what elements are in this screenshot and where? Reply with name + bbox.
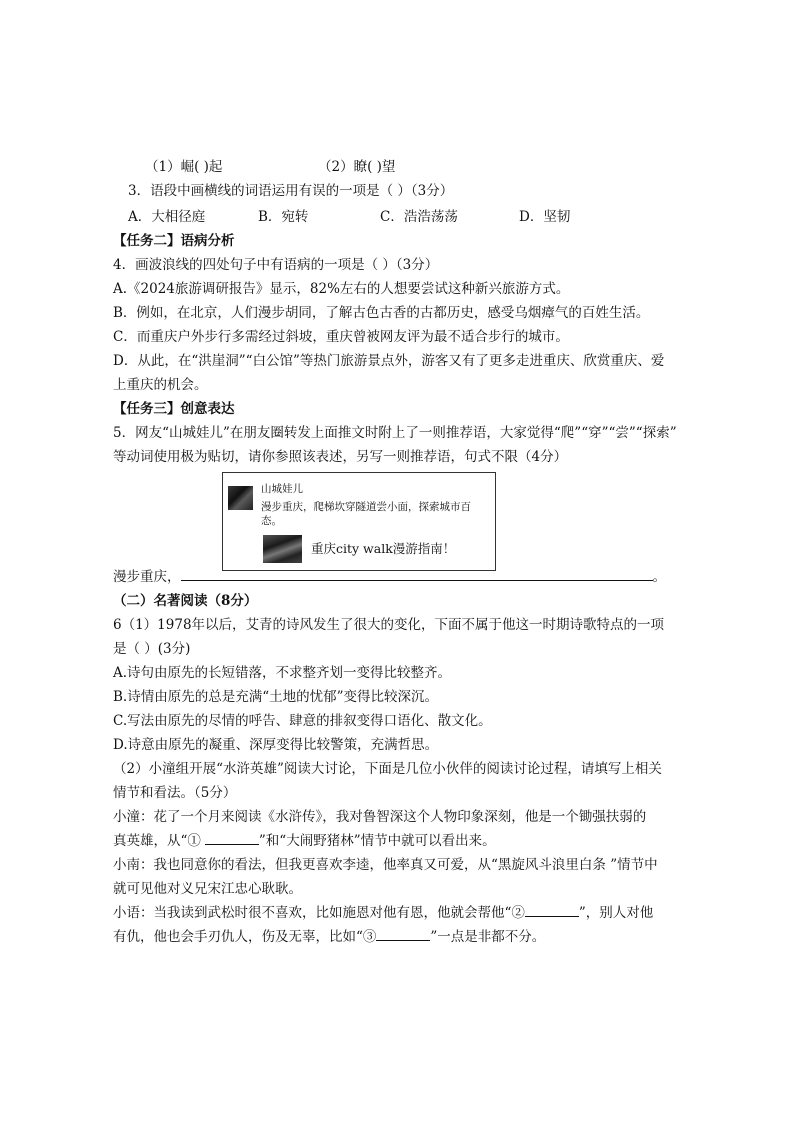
- blank-2[interactable]: [525, 904, 579, 917]
- q5-stem-line2: 等动词使用极为贴切，请你参照该表述，另写一则推荐语，句式不限（4分）: [113, 449, 568, 465]
- tong-line1: 小潼：花了一个月来阅读《水浒传》，我对鲁智深这个人物印象深刻，他是一个锄强扶弱的: [113, 809, 647, 825]
- q4-option-b: B．例如，在北京，人们漫步胡同，了解古色古香的古都历史，感受乌烟瘴气的百姓生活。: [113, 305, 650, 321]
- q3-option-b: B．宛转: [258, 209, 309, 225]
- yu-line2-a: 有仇，他也会手刃仇人，伤及无辜，比如“③: [113, 929, 377, 945]
- q6-option-c: C.写法由原先的尽情的呼告、肆意的排叙变得口语化、散文化。: [113, 713, 492, 729]
- nan-line2: 就可见他对义兄宋江忠心耿耿。: [113, 881, 302, 897]
- q2-item-1: （1）崛( )起: [145, 159, 223, 175]
- blank-1[interactable]: [205, 832, 259, 845]
- tong-line2: [113, 832, 496, 850]
- q4-option-d: D．从此，在“洪崖洞”“白公馆”等热门旅游景点外，游客又有了更多走进重庆、欣赏重庆、爱: [113, 353, 665, 369]
- yu-line1-a: 小语：当我读到武松时很不喜欢，比如施恩对他有恩，他就会帮他“②: [113, 905, 525, 921]
- q6-stem-line1: 6（1）1978年以后，艾青的诗风发生了很大的变化，下面不属于他这一时期诗歌特点的一项: [113, 617, 665, 633]
- card-username: 山城娃儿: [261, 483, 303, 495]
- q3-option-d: D．坚韧: [519, 209, 571, 225]
- q2-item-2: （2）瞭( )望: [318, 159, 396, 175]
- q4-option-d-cont: 上重庆的机会。: [113, 377, 208, 393]
- q6-stem-line2: 是（ ）(3分): [113, 641, 191, 657]
- q7-stem-line1: （2）小潼组开展“水浒英雄”阅读大讨论，下面是几位小伙伴的阅读讨论过程，请填写上相关: [113, 761, 662, 777]
- article-thumbnail: [263, 535, 302, 563]
- task2-title: 【任务二】语病分析: [113, 233, 235, 249]
- tong-line2-b: ”和“大闹野猪林”情节中就可以看出来。: [258, 833, 496, 849]
- answer-suffix: 。: [652, 569, 666, 585]
- yu-line2-b: ”一点是非都不分。: [430, 929, 546, 945]
- q5-stem-line1: 5．网友“山城娃儿”在朋友圈转发上面推文时附上了一则推荐语，大家觉得“爬”“穿”“尝”“探索”: [113, 425, 677, 441]
- recommendation-card: [222, 472, 496, 571]
- nan-line1: 小南：我也同意你的看法，但我更喜欢李逵，他率真又可爱，从“黑旋风斗浪里白条 ”情节中: [113, 857, 658, 873]
- q3-stem: 3．语段中画横线的词语运用有误的一项是（ ）（3分）: [128, 183, 454, 199]
- q6-option-b: B.诗情由原先的总是充满“土地的忧郁”变得比较深沉。: [113, 689, 439, 705]
- q3-option-a: A．大相径庭: [128, 209, 206, 225]
- tong-line2-a: 真英雄，从“①: [113, 833, 201, 849]
- q3-option-c: C．浩浩荡荡: [380, 209, 458, 225]
- task3-title: 【任务三】创意表达: [113, 401, 235, 417]
- q4-option-c: C．而重庆户外步行多需经过斜坡，重庆曾被网友评为最不适合步行的城市。: [113, 329, 569, 345]
- q6-option-a: A.诗句由原先的长短错落，不求整齐划一变得比较整齐。: [113, 665, 452, 681]
- section2-title: （二）名著阅读（8分）: [113, 593, 258, 609]
- q4-option-a: A.《2024旅游调研报告》显示，82%左右的人想要尝试这种新兴旅游方式。: [113, 281, 570, 297]
- q7-stem-line2: 情节和看法。（5分）: [113, 785, 237, 801]
- yu-line2: [113, 928, 545, 946]
- card-text: 漫步重庆，爬梯坎穿隧道尝小面，探索城市百态。: [261, 501, 471, 527]
- yu-line1-b: ”，别人对他: [578, 905, 654, 921]
- answer-prefix: 漫步重庆，: [113, 569, 181, 585]
- answer-blank[interactable]: [181, 568, 653, 581]
- q5-answer-line: [113, 568, 666, 586]
- q4-stem: 4．画波浪线的四处句子中有语病的一项是（ ）（3分）: [113, 257, 439, 273]
- card-link-title: 重庆city walk漫游指南！: [311, 541, 456, 556]
- q6-option-d: D.诗意由原先的凝重、深厚变得比较警策，充满哲思。: [113, 737, 439, 753]
- blank-3[interactable]: [376, 928, 430, 941]
- yu-line1: [113, 904, 653, 922]
- avatar: [228, 486, 253, 510]
